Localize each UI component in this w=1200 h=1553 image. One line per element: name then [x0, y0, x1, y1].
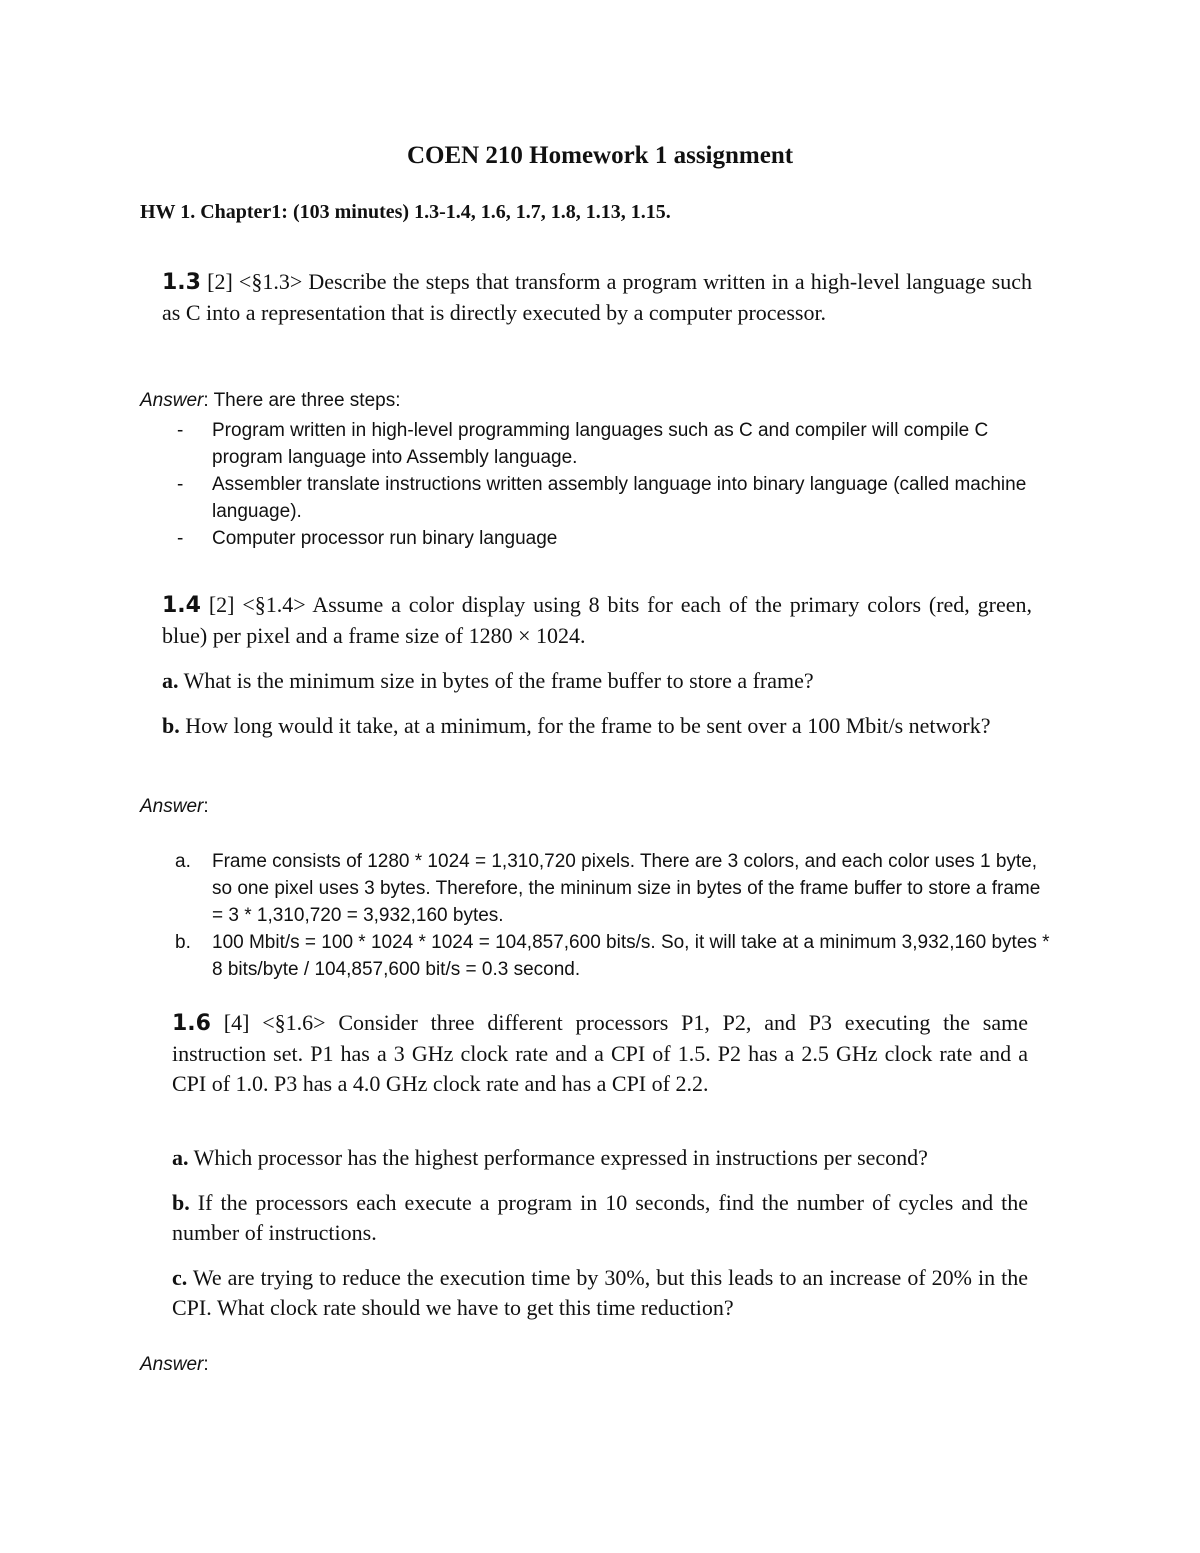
part-text: We are trying to reduce the execution time by 30%, but this leads to an increase of 20% in the CPI. What clock rate should we have to get this time reduction?: [172, 1265, 1028, 1320]
list-item: [175, 848, 1055, 929]
list-item: - Computer processor run binary language: [175, 525, 1055, 552]
list-marker: a.: [175, 851, 191, 872]
question-number: 1.6: [172, 1011, 211, 1036]
answer-1-3-heading: [140, 390, 401, 412]
answer-suffix: :: [203, 1354, 209, 1375]
part-label: a.: [172, 1145, 189, 1170]
answer-1-6-heading: [140, 1354, 209, 1376]
question-tag: [4] <§1.6>: [223, 1010, 326, 1035]
question-text: Describe the steps that transform a program written in a high-level language such as C into a representation that is directly executed by a computer processor.: [162, 269, 1033, 325]
part-text: How long would it take, at a minimum, for the frame to be sent over a 100 Mbit/s network?: [185, 713, 991, 738]
question-1-4-part-a: [162, 666, 1032, 696]
part-text: Which processor has the highest performance expressed in instructions per second?: [193, 1145, 928, 1170]
list-marker: b.: [175, 932, 191, 953]
part-label: b.: [172, 1190, 190, 1215]
list-item-text: Frame consists of 1280 * 1024 = 1,310,720 pixels. There are 3 colors, and each color uses 1 byte, so one pixel uses 3 bytes. Therefore, the mininum size in bytes of the frame buffer to store a frame = 3 * 1,310,720 = 3,932,160 bytes.: [212, 851, 1041, 926]
list-item: [175, 929, 1055, 983]
question-tag: [2] <§1.4>: [208, 592, 306, 617]
answer-1-4-heading: [140, 796, 209, 818]
question-1-6-part-a: [172, 1143, 1028, 1173]
part-label: a.: [162, 668, 179, 693]
part-label: c.: [172, 1265, 188, 1290]
list-item: - Assembler translate instructions written assembly language into binary language (called machine language).: [175, 471, 1055, 525]
part-text: What is the minimum size in bytes of the frame buffer to store a frame?: [183, 668, 814, 693]
list-item-text: 100 Mbit/s = 100 * 1024 * 1024 = 104,857,600 bits/s. So, it will take at a minimum 3,932,160 bytes * 8 bits/byte / 104,857,600 bit/s = 0.3 second.: [212, 932, 1050, 980]
answer-1-4-items: [175, 848, 1055, 983]
homework-scope: HW 1. Chapter1: (103 minutes) 1.3-1.4, 1.6, 1.7, 1.8, 1.13, 1.15.: [140, 201, 671, 223]
page-title: COEN 210 Homework 1 assignment: [406, 142, 794, 169]
part-label: b.: [162, 713, 180, 738]
answer-label: Answer: [140, 1354, 204, 1375]
answer-label: Answer: [140, 390, 204, 411]
answer-suffix: :: [203, 796, 209, 817]
question-text: Assume a color display using 8 bits for each of the primary colors (red, green, blue) per pixel and a frame size of 1280 × 1024.: [162, 592, 1033, 648]
question-text: Consider three different processors P1, P2, and P3 executing the same instruction set. P1 has a 3 GHz clock rate and a CPI of 1.5. P2 has a 2.5 GHz clock rate and a CPI of 1.0. P3 has a 4.0 GHz clock rate and has a CPI of 2.2.: [172, 1010, 1028, 1096]
answer-label: Answer: [140, 796, 204, 817]
list-item: - Program written in high-level programming languages such as C and compiler will compile C program language into Assembly language.: [175, 417, 1055, 471]
question-number: 1.3: [162, 270, 201, 295]
question-1-4: [162, 590, 1032, 651]
part-text: If the processors each execute a program in 10 seconds, find the number of cycles and the number of instructions.: [172, 1190, 1029, 1245]
question-number: 1.4: [162, 593, 201, 618]
question-1-3: [162, 267, 1032, 328]
question-1-6-part-b: [172, 1188, 1028, 1248]
question-tag: [2] <§1.3>: [207, 269, 303, 294]
question-1-6: [172, 1008, 1028, 1099]
answer-1-3-steps: [175, 417, 1055, 552]
answer-intro: : There are three steps:: [203, 390, 401, 411]
question-1-4-part-b: [162, 711, 1032, 741]
question-1-6-part-c: [172, 1263, 1028, 1323]
